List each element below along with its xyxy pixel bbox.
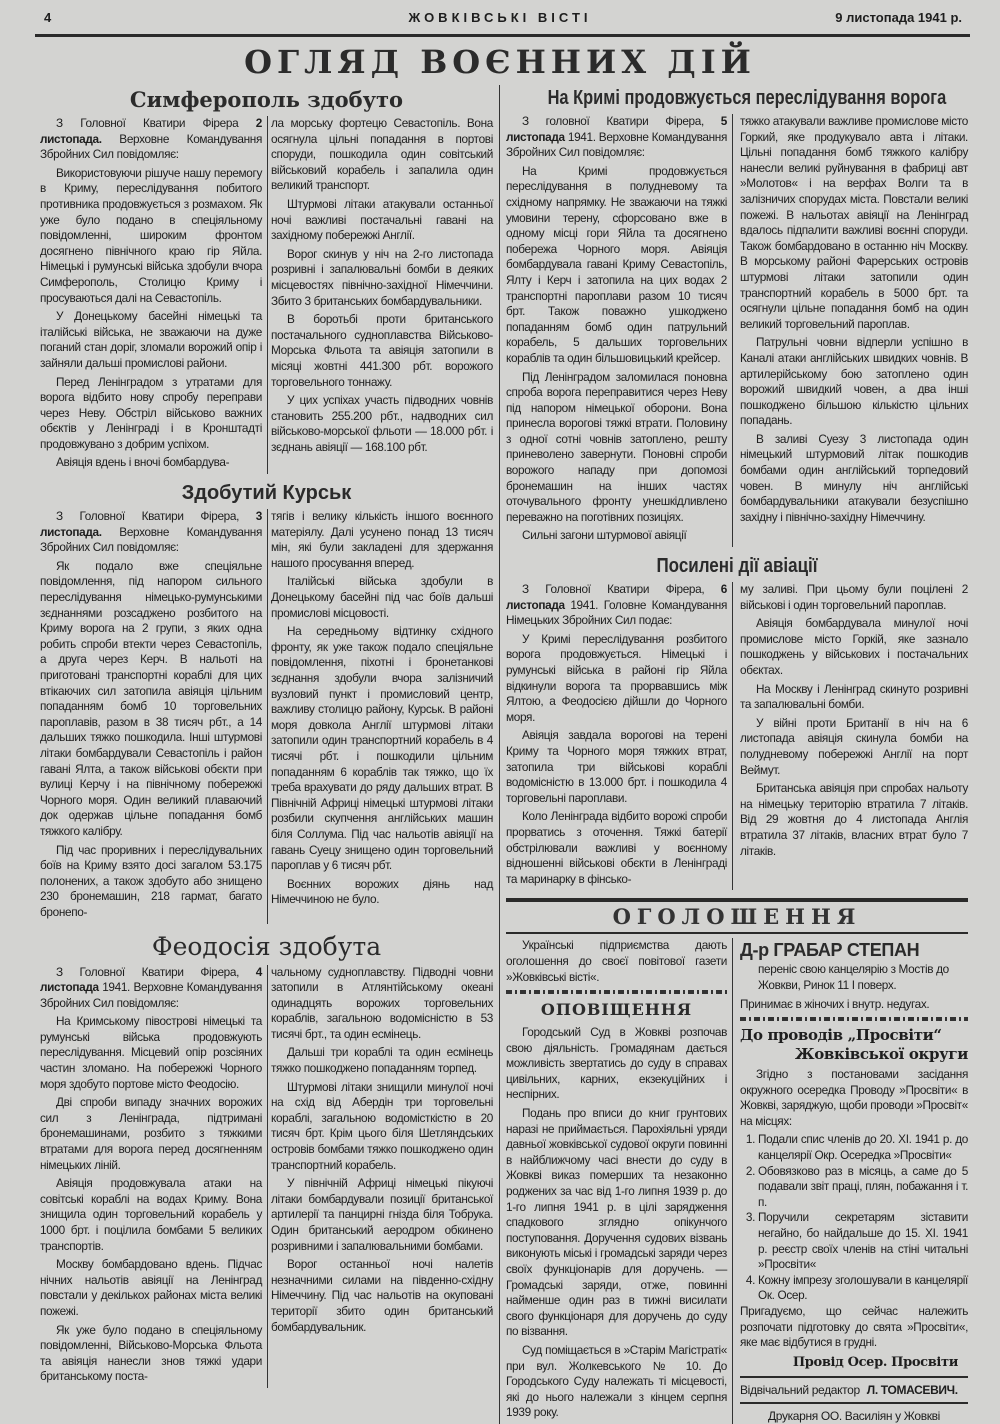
prosvita-title-line2: Жовківської округи (794, 1045, 968, 1064)
article-aviation (506, 555, 968, 890)
ads-left-column (506, 938, 733, 1424)
paragraph: В заливі Суезу 3 листопада один німецький штурмовий літак пошкодив бомбами один англійський торпедовий човен. В минулу ніч англійські бомбардувальники атакували безуспішно західну і північно-західну Німеччину. (740, 431, 968, 524)
doctor-specialty: Принимає в жіночих і внутр. недугах. (740, 996, 930, 1011)
paragraph: Як уже було подано в спеціяльному повідомленні, Військово-Морська Фльота та авіяція нанесли знов тяжкі удари британському поста- (40, 1322, 262, 1384)
issue-date: 9 листопада 1941 р. (835, 10, 962, 25)
article-title: Здобутий Курськ (181, 482, 352, 505)
article-column (271, 509, 493, 923)
article-intro: З Головної Кватири Фірера, 6 листопада 1941. Головне Командування Німецьких Збройних Сил подає: (506, 582, 727, 628)
article-title: Феодосія здобута (151, 931, 382, 961)
editor-line: Відвічальний редактор Л. ТОМАСЕВИЧ. (740, 1382, 958, 1397)
paragraph: Патрульні човни відперли успішно в Каналі атаки англійських швидких човнів. В артилерійському бою затоплено один ворожий швидкий човен, а два інші пошкоджено більшою кількістю цільних попадань. (740, 335, 968, 428)
prosvita-signature: Провід Осер. Просвіти (792, 1354, 958, 1370)
list-item: 3. Поручили секретарям зіставити негайно, бо найдальше до 15. XI. 1941 р. реєстр своїх членів на стіні читальні »Просвіти« (758, 1210, 968, 1272)
article-crimea (506, 87, 968, 547)
notice-body (506, 1025, 727, 1421)
page-title: ОГЛЯД ВОЄННИХ ДІЙ (244, 43, 756, 81)
paragraph: На Кримському півострові німецькі та румунські війська продовжують переслідування. Місцевий опір розсіяних частин зломано. На побережжі Чорного моря здобуто портове місто Феодосію. (40, 1014, 262, 1091)
paragraph: Штурмові літаки атакували останньої ночі важливі постачальні гавані на західному побережжі Англії. (271, 196, 493, 243)
article-title: Симферополь здобуто (129, 87, 404, 112)
masthead (35, 0, 970, 37)
page-body (40, 85, 968, 1424)
paragraph: тяжко атакували важливе промислове місто Горкий, яке продукувало авта і літаки. Цільні попадання бомб тяжкого калібру нанесли великі руйнування в фабриці авт »Молотов« і на верфах Волги та в залізничих спорудах міста. Повстали великі пожежі. В нальотах авіяції на Ленінград вдалось підпалити важливі воєнні споруди. Також бомбардовано в останню ніч Москву. В морському районі Фарерських островів штурмові літаки затопили один транспортний корабель в 5000 брт. та осягнули цільне попадання бомб на один великий торговельний пароплав. (740, 114, 968, 331)
list-item: 2. Обовязково раз в місяць, а саме до 5 подавали звіт праці, плян, побажання і т. п. (758, 1164, 968, 1211)
paragraph: В боротьбі проти британського постачального судноплавства Військово-Морська Фльота та авіяція затопили в місяці жовтні 441.300 рбт. ворожого торговельного тоннажу. (271, 312, 493, 389)
ads-columns (506, 938, 968, 1424)
ads-right-column (740, 938, 968, 1424)
paragraph: У Донецькому басейні німецькі та італійські війська, не зважаючи на дуже поганий стан доріг, зломали ворожий опір і зайняли дальші промислові райони. (40, 309, 262, 370)
paragraph: Британська авіяція при спробах нальоту на німецьку територію втратила 7 літаків. Від 29 жовтня до 4 листопада Англія втратила 37 літаків, власних втрат було 7 літаків. (740, 781, 968, 858)
article-feodosia (40, 932, 493, 1388)
paragraph: Авіяція продовжувала атаки на совітські кораблі на водах Криму. Вона знищила один торговельний корабель у 1000 брт. і поцілила бомбами 5 великих транспортів. (40, 1176, 262, 1253)
paragraph: Ворог останньої ночі налетів незначними силами на південно-східну Німеччину. Під час нальотів на окуповані території збито один британський бомбардувальник. (271, 1257, 493, 1334)
doctor-address: переніс свою канцелярію з Мостів до Жовкви, Ринок 11 I поверх. (758, 962, 949, 992)
article-kursk (40, 482, 493, 923)
paragraph: Дальші три кораблі та один есмінець тяжко пошкоджено попаданням торпед. (271, 1045, 493, 1076)
doctor-name: Д-р ГРАБАР СТЕПАН (740, 940, 920, 961)
paragraph: Як подало вже спеціяльне повідомлення, під напором сильного переслідування німецько-румунськими зєднаннями розсаджено розбитого на Криму ворога на 2 групи, з яких одна робить спроби втекти через Севастопіль, а друга через Керч. В нальоті на приготовані транспортні кораблі для цих втікаючих сил затопила авіяція цільним попаданням бомб 10 торговельних пароплавів, разом в 38 тисяч рбт., а 14 дальших тяжко пошкодила. Інші штурмові літаки бомбардували Севастопіль і район гавані Ялта, а також військові обєкти при вулиці Керчу і на північному побережжі Чорного моря. Один великий плаваючий док одержав цільне попадання бомб тяжкого калібру. (40, 558, 262, 838)
paragraph: Авіяція вдень і вночі бомбардува- (56, 455, 230, 470)
article-column (740, 582, 968, 890)
paragraph: Сильні загони штурмової авіяції (522, 528, 687, 543)
paper-name: ЖОВКІВСЬКІ ВІСТІ (408, 10, 592, 25)
paragraph: Використовуючи рішуче нашу перемогу в Криму, переслідування побитого противника продовжується з розмахом. Як уже було подано в спеціяльному повідомленні, широким фронтом досягнено північного краю гір Яйла. Німецькі і румунські війська здобули вчора Симферополь, Столицю Криму і просуваються далі на Севастопіль. (40, 165, 262, 305)
paragraph: На Москву і Ленінград скинуто розривні та запалювальні бомби. (740, 681, 968, 712)
article-simferopol (40, 87, 493, 474)
article-column (271, 965, 493, 1388)
prosvita-title-line1: До проводів „Просвіти“ (740, 1026, 942, 1045)
article-intro: З Головної Кватири Фірера, 3 листопада. Верховне Командування Збройних Сил повідомляє: (40, 509, 262, 555)
prosvita-intro: Згідно з постановами засідання окружного осередка Проводу »Просвіти« в Жовкві, заряджую, щоби проводи »Просвіт« на місцях: (740, 1067, 968, 1128)
paragraph: Москву бомбардовано вдень. Підчас нічних нальотів авіяції на Ленінград повстали у декількох районах міста великі пожежі. (40, 1257, 262, 1318)
paragraph: У Кримі переслідування розбитого ворога продовжується. Німецькі і румунські війська в районі гір Яйла відкинули ворога та прорвавшись між Ялтою, а Феодосією дійшли до Чорного моря. (506, 631, 727, 724)
paragraph: Перед Ленінградом з утратами для ворога відбито нову спробу переправи через Неву. Обстріл військово важних обєктів у Ленінграді і в Кронштадті продовжувано з добрим успіхом. (40, 374, 262, 451)
paragraph: Під Ленінградом заломилася поновна спроба ворога переправитися через Неву під напором німецької оборони. Вона принесла ворогові тяжкі втрати. Половину з одної сотні човнів затоплено, решту приневолено завернути. Поновні спроби ворожого нападу при допомозі бронемашин на інших частях оточувального фронту унешкідливлено переважно на поготівних позиціях. (506, 369, 727, 524)
printer-line: Друкарня ОО. Василіян у Жовкві (768, 1408, 940, 1423)
paragraph: На середньому відтинку східного фронту, як уже також подало спеціяльне повідомлення, піхотні і бронетанкові зєднання здобули вчора залізничий вузловий пункт і промисловий центр, важливу столицю району, Курськ. В районі моря довкола Англії штурмові літаки затопили один транспортний корабель в 4 тисячі рбт. і пошкодили цільним попаданням 6 кораблів так тяжко, що їх треба врахувати до ряду дальших втрат. В Північній Африці німецькі штурмові літаки розбили скупчення англійських машин біля Соллума. Під час нальотів авіяції на гавань Суецу знищено один торговельний пароплав у 6 тисяч рбт. (271, 624, 493, 873)
paragraph: ла морську фортецю Севастопіль. Вона осягнула цільні попадання в портові споруди, пошкодила один совітський військовий корабель і запалила один великий транспорт. (271, 116, 493, 193)
article-column (740, 114, 968, 547)
paragraph: У північній Африці німецькі пікуючі літаки бомбардували позиції британської артилерії та панцирні гнізда біля Тобрука. Один британський аеродром обкинено розривними і запалювальними бомбами. (271, 1176, 493, 1253)
right-section (500, 85, 968, 1424)
prosvita-list (740, 1132, 968, 1304)
article-column (271, 116, 493, 474)
article-intro: З головної Кватири Фірера, 5 листопада 1941. Верховне Командування Збройних Сил повідомляє: (506, 114, 727, 160)
article-title: Посилені дії авіації (656, 555, 818, 578)
paragraph: Під час проривних і переслідувальних боїв на Криму взято досі загалом 53.175 полонених, а також здобуто або знищено 230 бронемашин, 218 гармат, багато бронепо- (40, 842, 262, 919)
paragraph: Дві спроби випаду значних ворожих сил з Ленінграда, підтримані бронемашинами, розбито з тяжкими втратами для ворога перед досягненням німецьких ліній. (40, 1095, 262, 1172)
paragraph: тягів і велику кількість іншого воєнного матеріялу. Далі усунено понад 13 тисяч мін, які були закладені для здержання нашого просування вперед. (271, 509, 493, 570)
ads-intro: Українські підприємства дають оголошення до своєї повітової газети »Жовківські вісті«. (506, 938, 727, 984)
paragraph: Воєнних ворожих діянь над Німеччиною не було. (271, 876, 493, 907)
ads-title: ОГОЛОШЕННЯ (506, 898, 968, 934)
article-column (506, 582, 733, 890)
article-column (40, 116, 268, 474)
rule (740, 1376, 968, 1378)
article-column (506, 114, 733, 547)
list-item: 4. Кожну імпрезу зголошували в канцелярії Ок. Осер. (758, 1273, 968, 1304)
dotted-divider (506, 990, 727, 994)
paragraph: Суд поміщається в »Старім Магістраті« при вул. Жолкевського № 10. До Городського Суду належать ті місцевості, які до нього належали з кінцем серпня 1939 року. (506, 1342, 727, 1420)
rule (740, 1402, 968, 1404)
paragraph: У цих успіхах участь підводних човнів становить 255.200 рбт., надводних сил військово-морської фльоти — 18.000 рбт. і зєднань авіяції — 168.100 рбт. (271, 393, 493, 454)
prosvita-reminder: Пригадуємо, що сейчас належить розпочати підготовку до свята »Просвіти«, яке має відбутися в грудні. (740, 1304, 968, 1350)
paragraph: чальному судноплавству. Підводні човни затопили в Атлянтійському океані одинадцять ворожих торговельних кораблів, загальною водомісністю в 53 тисячі брт., та один есмінець. (271, 964, 493, 1041)
paragraph: му заливі. При цьому були поцілені 2 військові і один торговельний пароплав. (740, 582, 968, 612)
notice-title: ОПОВІЩЕННЯ (540, 1000, 693, 1020)
paragraph: Ворог скинув у ніч на 2-го листопада розривні і запалювальні бомби в деяких місцевостях північно-західної Німеччини. Збито 3 британських бомбардувальники. (271, 246, 493, 308)
paragraph: Італійські війська здобули в Донецькому басейні під час боїв дальші промислові місцовості. (271, 574, 493, 620)
page-number: 4 (44, 10, 52, 25)
paragraph: Штурмові літаки знищили минулої ночі на схід від Абердін три торговельні кораблі, загальною водомісткістю в 20 тисяч брт. Крім цього біля Шетляндських островів бомбами тяжко пошкоджено один транспортний корабель. (271, 1079, 493, 1172)
paragraph: У війні проти Британії в ніч на 6 листопада авіяція скинула бомби на полудневому побережжі Англії на порт Веймут. (740, 715, 968, 777)
article-intro: З Головної Кватири Фірера, 4 листопада 1941. Верховне Командування Збройних Сил повідомляє: (40, 964, 262, 1010)
article-column (40, 965, 268, 1388)
article-column (40, 509, 268, 923)
paragraph: Городський Суд в Жовкві розпочав свою діяльність. Громадянам дається можливість звертатись до суду в справах цивільних, карних, екзекуційних і неспірних. (506, 1025, 727, 1102)
paragraph: Подань про вписи до книг грунтових наразі не приймається. Парохіяльні уряди давньої жовківської судової округи повинні в найближчому часі внести до суду в Жовкві виказ померших та незаконно роджених за час від 1-го липня 1939 р. до 1-го липня 1941 р. в цілі зарядження спадкового зглядно опікунчого поступовання. Доручення судових візвань виконують міські і громадські заряди через своїх функціонарів для доручень. — Громадські заряди, отже, повинні найменше один раз в тижні висилати свого функціонаря для доручень до суду по візвання. (506, 1106, 727, 1339)
paragraph: Коло Ленінграда відбито ворожі спроби прорватись з оточення. Тяжкі батерії обстрілювали важливі у воєнному відношенні військові обєкти в Ленінграді та маринарку в фінсько- (506, 809, 727, 886)
article-intro: З Головної Кватири Фірера 2 листопада. Верховне Командування Збройних Сил повідомляє: (40, 116, 262, 162)
dotted-divider (740, 1017, 968, 1021)
list-item: 1. Подали спис членів до 20. XI. 1941 р. до канцелярії Окр. Осередка »Просвіти« (758, 1132, 968, 1163)
paragraph: Авіяція завдала ворогові на терені Криму та Чорного моря тяжких втрат, затопила три військові кораблі водомісністю в 13.000 брт. і пошкодила 4 торговельні пароплави. (506, 728, 727, 805)
paragraph: На Кримі продовжується переслідування в полудневому та східному напрямку. Не зважаючи на тяжкі умовини терену, сфорсовано вже в одному місці гори Яйла та досягнено побережа Чорного моря. Авіяція бомбардувала гавані Криму Севастопіль, Ялту і Керч і затопила на цих водах 2 транспортні пароплави разом 10 тисяч брт. Також поважно ушкоджено попаданням бомб один патрульний корабель, 5 дальших торговельних кораблів та один більшовицький крейсер. (506, 163, 727, 365)
article-title: На Кримі продовжується переслідування ворога (547, 87, 947, 109)
left-section (40, 85, 500, 1424)
paragraph: Авіяція бомбардувала минулої ночі промислове місто Горкій, яке зазнало пошкоджень у військових і постачальних обєктах. (740, 616, 968, 677)
